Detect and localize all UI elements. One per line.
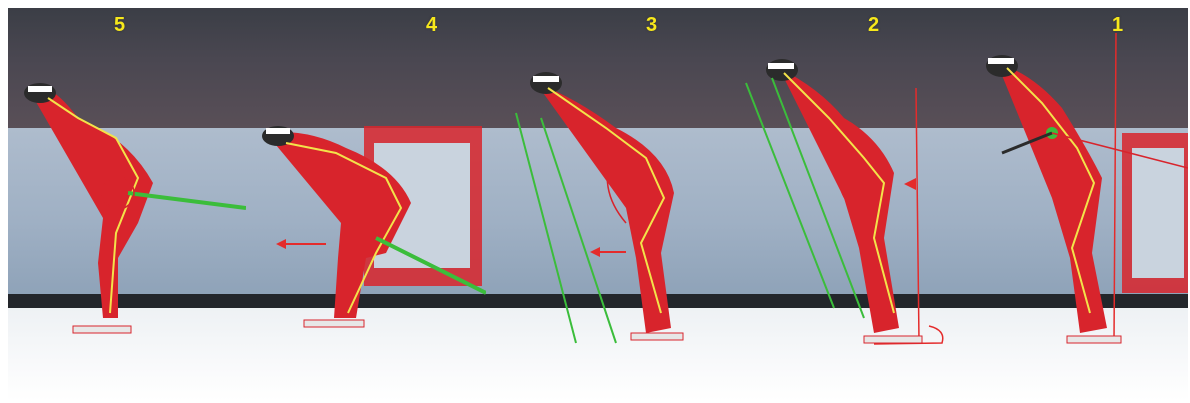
skier-figure — [486, 8, 724, 401]
frame-1 — [962, 8, 1188, 401]
frame-number: 2 — [868, 14, 880, 36]
skier-figure — [8, 8, 246, 401]
frame-number: 1 — [1112, 14, 1124, 36]
frame-number: 4 — [426, 14, 438, 36]
frame-5 — [8, 8, 246, 401]
frame-number: 5 — [114, 14, 126, 36]
frame-4 — [246, 8, 486, 401]
frame-3 — [486, 8, 724, 401]
frame-number: 3 — [646, 14, 658, 36]
frame-2 — [724, 8, 962, 401]
skier-figure — [724, 8, 962, 401]
skier-figure — [246, 8, 486, 401]
skier-figure — [962, 8, 1188, 401]
ski-sequence-strip — [8, 8, 1188, 401]
